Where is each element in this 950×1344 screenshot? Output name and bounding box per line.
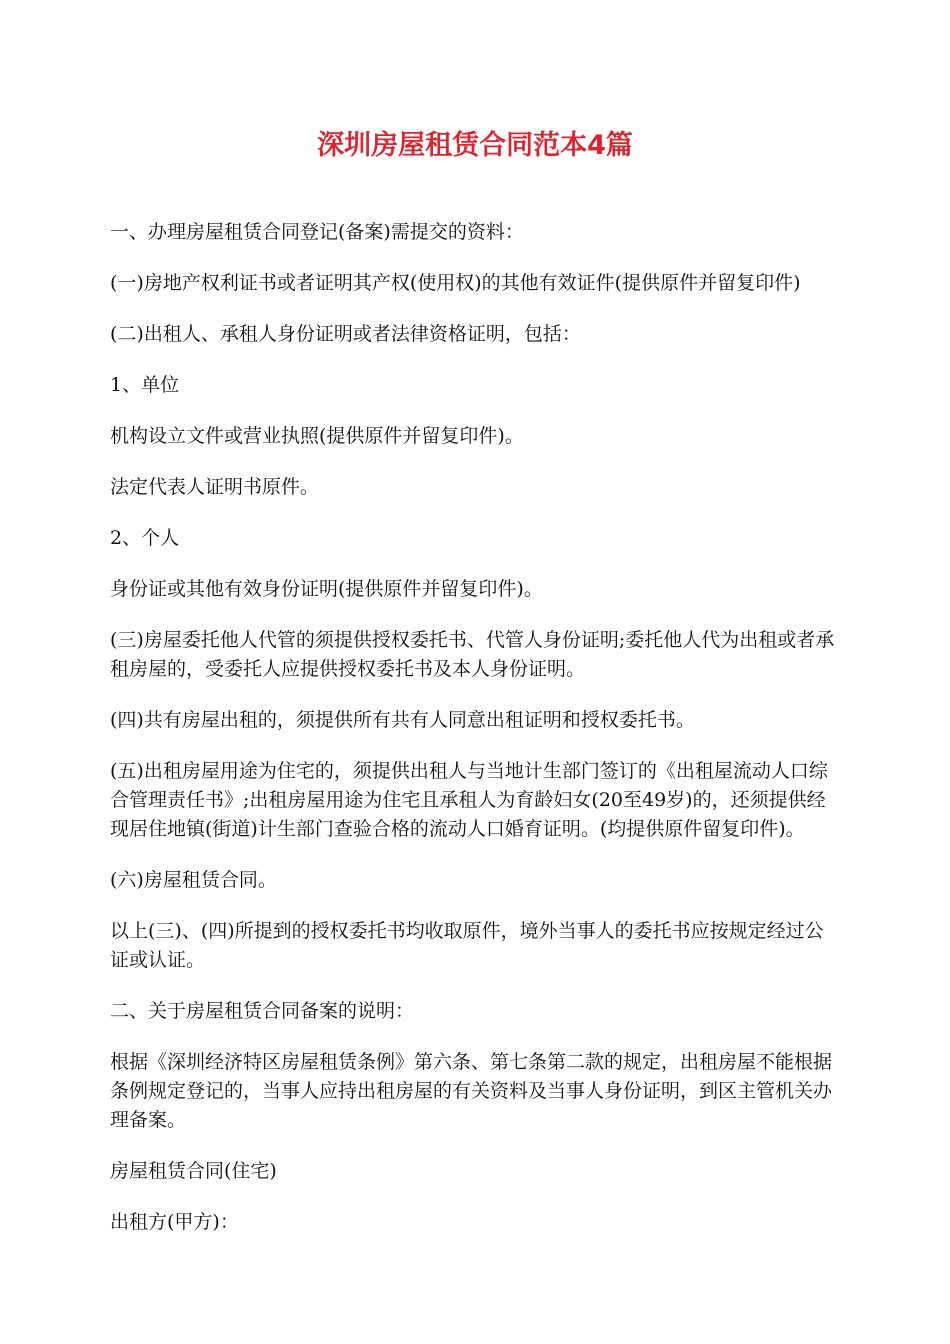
paragraph-party-a: 出租方(甲方)： — [110, 1211, 239, 1233]
document-title: 深圳房屋租赁合同范本4篇 — [317, 130, 633, 161]
paragraph-contract-heading: 房屋租赁合同(住宅) — [110, 1160, 277, 1182]
paragraph-section-2-heading: 二、关于房屋租赁合同备案的说明： — [110, 1000, 415, 1022]
paragraph-note: 以上(三)、(四)所提到的授权委托书均收取原件，境外当事人的委托书应按规定经过公证或认证。 — [110, 920, 824, 971]
paragraph-individual-id: 身份证或其他有效身份证明(提供原件并留复印件)。 — [110, 578, 543, 600]
paragraph-unit-representative: 法定代表人证明书原件。 — [110, 476, 320, 498]
paragraph-item-3: (三)房屋委托他人代管的须提供授权委托书、代管人身份证明;委托他人代为出租或者承租房屋的，受委托人应提供授权委托书及本人身份证明。 — [110, 629, 835, 680]
paragraph-item-5: (五)出租房屋用途为住宅的，须提供出租人与当地计生部门签订的《出租屋流动人口综合管理责任书》;出租房屋用途为住宅且承租人为育龄妇女(20至49岁)的，还须提供经现居住地镇(街道)计生部门查验合格的流动人口婚育证明。(均提供原件留复印件)。 — [110, 760, 828, 840]
paragraph-subitem-individual: 2、个人 — [110, 527, 180, 549]
paragraph-section-2-body: 根据《深圳经济特区房屋租赁条例》第六条、第七条第二款的规定，出租房屋不能根据条例规定登记的，当事人应持出租房屋的有关资料及当事人身份证明，到区主管机关办理备案。 — [110, 1051, 833, 1131]
paragraph-item-4: (四)共有房屋出租的，须提供所有共有人同意出租证明和授权委托书。 — [110, 709, 695, 731]
paragraph-item-2: (二)出租人、承租人身份证明或者法律资格证明，包括： — [110, 323, 581, 345]
paragraph-item-6: (六)房屋租赁合同。 — [110, 869, 277, 891]
paragraph-subitem-unit: 1、单位 — [110, 374, 180, 396]
paragraph-item-1: (一)房地产权利证书或者证明其产权(使用权)的其他有效证件(提供原件并留复印件) — [110, 272, 801, 294]
paragraph-unit-license: 机构设立文件或营业执照(提供原件并留复印件)。 — [110, 425, 524, 447]
document-body — [110, 218, 842, 1259]
paragraph-section-1-heading: 一、办理房屋租赁合同登记(备案)需提交的资料： — [110, 221, 524, 243]
